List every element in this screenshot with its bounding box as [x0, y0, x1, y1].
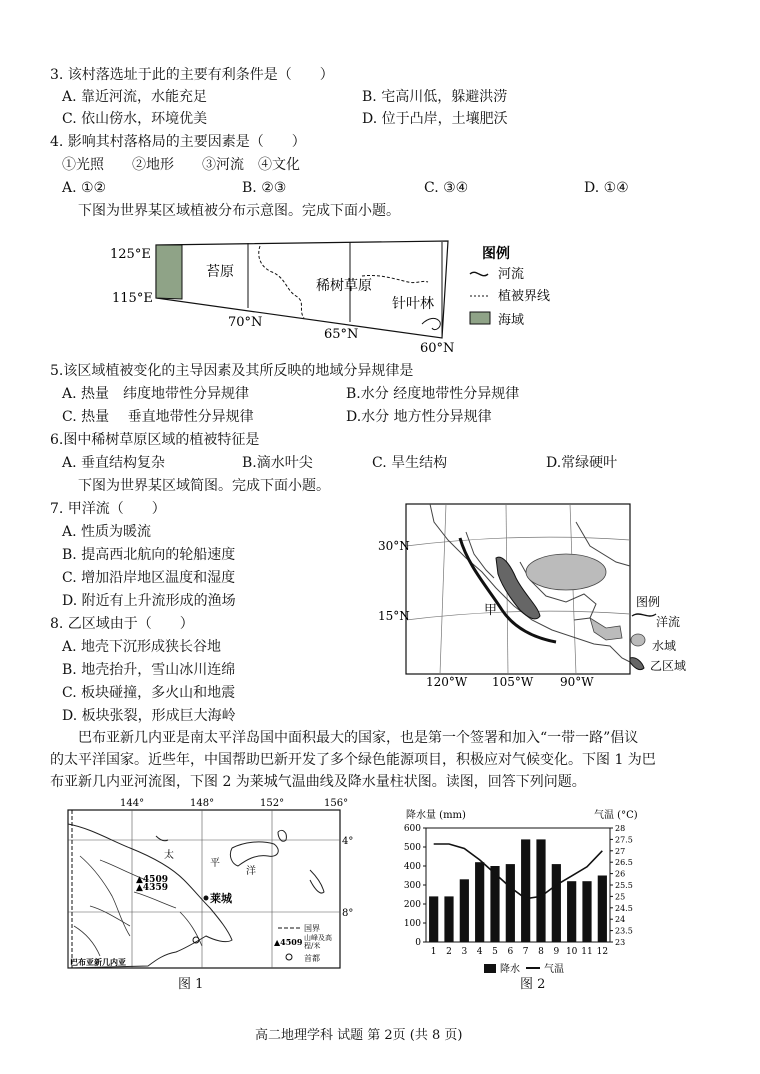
y-right-tick-label: 24.5 — [615, 903, 633, 913]
precip-bar — [521, 839, 530, 942]
zone-tundra: 苔原 — [206, 264, 234, 280]
figure-1-caption: 图 1 — [178, 977, 204, 992]
q6-option-b: B.滴水叶尖 — [242, 455, 313, 471]
q3-stem: 3. 该村落选址于此的主要有利条件是（ ） — [50, 67, 334, 83]
lat-4: 4° — [342, 836, 354, 847]
y-right-tick-label: 25 — [615, 892, 626, 902]
map2-legend-yi: 乙区域 — [650, 659, 687, 673]
precip-bar — [582, 881, 591, 942]
vegetation-map — [110, 238, 550, 358]
y-right-tick-label: 28 — [615, 824, 626, 833]
y-right-tick-label: 25.5 — [615, 881, 633, 890]
legend-temp: 气温 — [544, 964, 564, 975]
water-icon — [631, 634, 645, 646]
lon-60n: 60°N — [420, 341, 455, 356]
ocean-char-yang: 洋 — [246, 866, 256, 877]
precip-bar — [506, 864, 515, 942]
region-yi-icon — [630, 658, 644, 670]
x-tick-label: 8 — [538, 947, 544, 957]
q6-option-d: D.常绿硬叶 — [546, 455, 618, 471]
y-left-tick-label: 0 — [415, 938, 421, 948]
chart-ylabel-right: 气温 (°C) — [594, 810, 638, 821]
q5-option-b: B.水分 经度地带性分异规律 — [346, 386, 520, 402]
legend-title: 图例 — [482, 246, 510, 262]
legend-precip-icon — [484, 964, 496, 973]
legend-peak-text-2: 程/米 — [304, 942, 321, 950]
ocean-char-ping: 平 — [210, 858, 220, 869]
y-left-tick-label: 600 — [403, 824, 421, 834]
lon-90w: 90°W — [560, 675, 594, 689]
x-tick-label: 5 — [492, 947, 498, 957]
peak-4509: ▲4509 — [136, 875, 168, 885]
passage-line-1: 巴布亚新几内亚是南太平洋岛国中面积最大的国家，也是第一个签署和加入“一带一路”倡议 — [78, 730, 639, 746]
x-tick-label: 6 — [507, 947, 514, 957]
y-right-tick-label: 27.5 — [615, 835, 633, 845]
figure-2-caption: 图 2 — [520, 977, 546, 992]
q5-option-d: D.水分 地方性分异规律 — [346, 409, 492, 425]
lon-65n: 65°N — [324, 327, 359, 342]
y-left-tick-label: 300 — [403, 881, 421, 891]
q4-option-a: A. ①② — [62, 180, 107, 196]
lon-70n: 70°N — [228, 315, 263, 330]
peak-4359: ▲4359 — [136, 883, 168, 893]
y-right-tick-label: 26.5 — [615, 858, 633, 868]
q5-option-a: A. 热量 纬度地带性分异规律 — [62, 386, 250, 402]
lat-8: 8° — [342, 908, 354, 919]
q6-option-c: C. 旱生结构 — [372, 455, 448, 471]
legend-peak-text-1: 山峰及高 — [304, 934, 332, 942]
y-right-tick-label: 26 — [615, 869, 626, 879]
q8-option-a: A. 地壳下沉形成狭长谷地 — [62, 639, 222, 655]
x-tick-label: 4 — [476, 947, 483, 957]
country-label: 巴布亚新几内亚 — [70, 957, 126, 967]
y-left-tick-label: 400 — [403, 862, 421, 872]
q7-option-a: A. 性质为暖流 — [62, 524, 152, 540]
legend-precip: 降水 — [500, 964, 520, 975]
q4-option-b: B. ②③ — [242, 180, 287, 196]
q7-option-c: C. 增加沿岸地区温度和湿度 — [62, 570, 236, 586]
map2-legend-current: 洋流 — [656, 615, 681, 629]
ocean-char-tai: 太 — [164, 850, 174, 861]
legend-boundary: 植被界线 — [498, 289, 550, 304]
sea-icon — [470, 312, 490, 324]
y-left-tick-label: 200 — [403, 900, 421, 910]
q3-option-d: D. 位于凸岸，土壤肥沃 — [362, 111, 508, 127]
x-tick-label: 11 — [581, 947, 593, 957]
legend-border: 国界 — [304, 924, 320, 933]
lon-156: 156° — [324, 798, 349, 809]
current-icon — [632, 614, 656, 616]
q8-option-b: B. 地壳抬升，雪山冰川连绵 — [62, 662, 236, 678]
passage-line-2: 的太平洋国家。近些年，中国帮助巴新开发了多个绿色能源项目，积极应对气候变化。下图 1 为巴 — [50, 752, 656, 768]
q3-option-c: C. 依山傍水，环境优美 — [62, 111, 208, 127]
intro-region: 下图为世界某区域简图。完成下面小题。 — [78, 478, 330, 494]
lon-120w: 120°W — [426, 675, 468, 689]
region-map — [370, 502, 710, 692]
y-right-tick-label: 23.5 — [615, 926, 633, 936]
map2-legend-water: 水域 — [652, 639, 677, 653]
lat-115e: 115°E — [112, 291, 153, 306]
lon-144: 144° — [120, 798, 145, 809]
lat-15n: 15°N — [378, 609, 410, 623]
current-jia: 甲 — [484, 603, 498, 618]
river-icon — [470, 272, 488, 275]
q7-stem: 7. 甲洋流（ ） — [50, 501, 166, 517]
x-tick-label: 12 — [596, 947, 609, 957]
lon-105w: 105°W — [492, 675, 534, 689]
legend-peak-number: ▲4509 — [274, 937, 303, 947]
q3-option-b: B. 宅高川低，躲避洪涝 — [362, 89, 508, 105]
q5-option-c: C. 热量 垂直地带性分异规律 — [62, 409, 254, 425]
passage-line-3: 布亚新几内亚河流图，下图 2 为莱城气温曲线及降水量柱状图。读图，回答下列问题。 — [50, 774, 586, 790]
precip-bar — [460, 879, 469, 942]
precip-bar — [475, 862, 484, 942]
y-left-tick-label: 500 — [403, 843, 421, 853]
y-right-tick-label: 27 — [615, 846, 626, 856]
y-right-tick-label: 24 — [615, 915, 626, 925]
x-tick-label: 9 — [553, 947, 560, 957]
q8-option-d: D. 板块张裂，形成巨大海岭 — [62, 708, 236, 724]
lon-152: 152° — [260, 798, 285, 809]
q7-option-b: B. 提高西北航向的轮船速度 — [62, 547, 236, 563]
q3-option-a: A. 靠近河流，水能充足 — [62, 89, 208, 105]
y-left-tick-label: 100 — [403, 919, 421, 929]
chart-ylabel-left: 降水量 (mm) — [406, 810, 466, 821]
lat-30n: 30°N — [378, 539, 410, 553]
png-river-map — [60, 796, 365, 996]
map2-legend-title: 图例 — [636, 595, 661, 609]
y-right-tick-label: 23 — [615, 938, 626, 947]
x-tick-label: 3 — [461, 947, 468, 957]
precip-bar — [429, 896, 438, 942]
q4-option-c: C. ③④ — [424, 180, 469, 196]
x-tick-label: 2 — [446, 947, 452, 957]
q6-option-a: A. 垂直结构复杂 — [62, 455, 166, 471]
q4-stem: 4. 影响其村落格局的主要因素是（ ） — [50, 134, 306, 150]
q8-stem: 8. 乙区域由于（ ） — [50, 616, 194, 632]
legend-river: 河流 — [498, 267, 525, 282]
q4-items: ①光照 ②地形 ③河流 ④文化 — [62, 157, 300, 173]
q4-option-d: D. ①④ — [584, 180, 629, 196]
q7-option-d: D. 附近有上升流形成的渔场 — [62, 593, 236, 609]
x-tick-label: 1 — [430, 947, 437, 957]
precip-bar — [444, 896, 453, 942]
temperature-line — [434, 844, 603, 899]
precip-bar — [552, 864, 561, 942]
x-tick-label: 10 — [565, 947, 578, 957]
precip-bar — [536, 839, 545, 942]
q5-stem: 5.该区域植被变化的主导因素及其所反映的地域分异规律是 — [50, 363, 414, 379]
climate-chart — [388, 804, 644, 988]
precip-bar — [598, 876, 607, 943]
zone-savanna: 稀树草原 — [316, 278, 372, 294]
laicheng-dot — [204, 896, 209, 901]
legend-capital: 首都 — [304, 954, 320, 963]
intro-vegetation: 下图为世界某区域植被分布示意图。完成下面小题。 — [78, 203, 400, 219]
page-footer: 高二地理学科 试题 第 2页 (共 8 页) — [255, 1028, 463, 1043]
laicheng-label: 莱城 — [210, 892, 232, 905]
zone-conifer: 针叶林 — [392, 296, 434, 312]
q8-option-c: C. 板块碰撞，多火山和地震 — [62, 685, 236, 701]
lat-125e: 125°E — [110, 247, 151, 262]
precip-bar — [567, 881, 576, 942]
legend-sea: 海域 — [498, 313, 525, 328]
q6-stem: 6.图中稀树草原区域的植被特征是 — [50, 432, 260, 448]
x-tick-label: 7 — [522, 947, 529, 957]
lon-148: 148° — [190, 798, 215, 809]
